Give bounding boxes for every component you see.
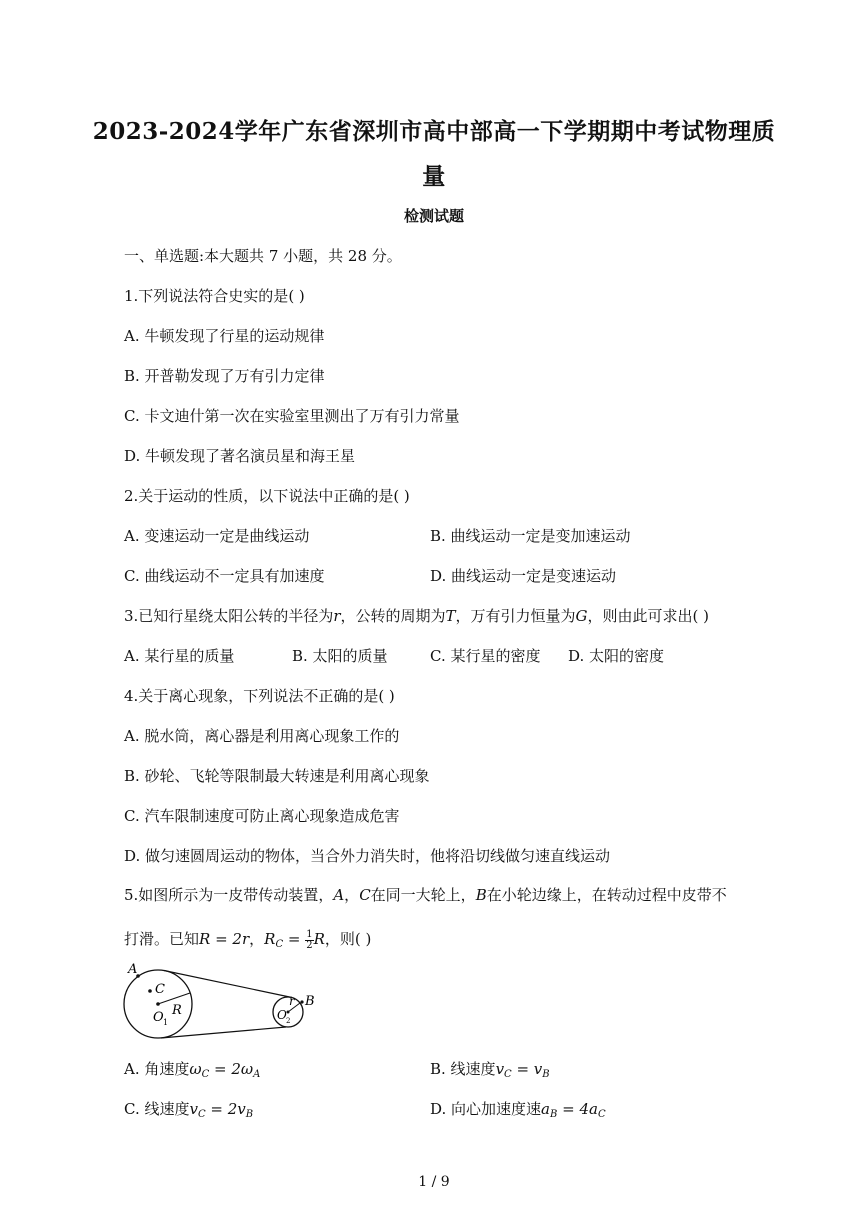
q5-c-mid: = 2v (205, 1100, 246, 1118)
belt-bottom (161, 1027, 286, 1038)
q5-comma: ， (344, 886, 360, 904)
q5-d-prefix: D. 向心加速度速 (430, 1100, 542, 1118)
q1-option-a: A. 牛顿发现了行星的运动规律 (124, 327, 325, 345)
q5-eq2-rhs: R (313, 930, 325, 948)
label-b: B (305, 994, 315, 1009)
q2-option-b: B. 曲线运动一定是变加速运动 (430, 527, 631, 545)
q5-line2-part-a: 打滑。已知 (124, 930, 200, 948)
q5-a-mid: = 2ω (209, 1060, 254, 1078)
label-small-r: r (289, 994, 295, 1008)
q5-frac-num: 1 (306, 928, 313, 940)
q5-fraction (305, 930, 313, 951)
belt-drive-figure (118, 960, 328, 1042)
q5-stem-part-b: 在同一大轮上， (370, 886, 476, 904)
q3-stem-part-c: ，万有引力恒量为 (455, 607, 576, 625)
point-b-dot (300, 1000, 303, 1003)
q5-c-sub1: C (197, 1109, 206, 1120)
q5-stem-part-c: 在小轮边缘上，在转动过程中皮带不 (486, 886, 727, 904)
q5-frac-den: 2 (306, 939, 313, 951)
q3-var-t: T (445, 607, 456, 625)
q3-stem-part-d: ，则由此可求出( ) (587, 607, 710, 625)
q5-c-var: v (189, 1100, 198, 1118)
q5-a-sub2: A (253, 1069, 261, 1080)
q3-option-a: A. 某行星的质量 (124, 647, 235, 665)
q5-var-c: C (359, 886, 371, 904)
q5-option-c (124, 1098, 253, 1120)
q5-b-sub1: C (504, 1069, 512, 1080)
q5-var-b: B (475, 886, 487, 904)
label-cap-r: R (172, 1003, 182, 1018)
point-c-dot (148, 989, 152, 993)
center-o2-dot (287, 1011, 290, 1014)
page-number: 1 / 9 (418, 1174, 450, 1190)
q3-stem-part-b: ，公转的周期为 (340, 607, 446, 625)
q2-option-d: D. 曲线运动一定是变速运动 (430, 567, 617, 585)
q5-line2-part-b: ，则( ) (324, 930, 372, 948)
q4-option-d: D. 做匀速圆周运动的物体，当合外力消失时，他将沿切线做匀速直线运动 (124, 847, 611, 865)
q5-eq2-sub: C (275, 939, 284, 950)
q3-var-r: r (333, 607, 341, 625)
q5-a-var: ω (189, 1060, 202, 1078)
q4-option-b: B. 砂轮、飞轮等限制最大转速是利用离心现象 (124, 767, 430, 785)
page-title-line2: 量 (422, 163, 446, 190)
q5-eq1: R = 2r (199, 930, 250, 948)
q1-option-b: B. 开普勒发现了万有引力定律 (124, 367, 325, 385)
q5-b-sub2: B (542, 1069, 550, 1080)
q4-option-c: C. 汽车限制速度可防止离心现象造成危害 (124, 807, 400, 825)
q5-c-prefix: C. 线速度 (124, 1100, 190, 1118)
q5-var-a: A (333, 886, 345, 904)
q1-stem: 1.下列说法符合史实的是( ) (124, 287, 305, 305)
q5-b-prefix: B. 线速度 (430, 1060, 496, 1078)
q5-eq2-mid: = (283, 930, 306, 948)
q5-c-sub2: B (245, 1109, 254, 1120)
q5-eq2-lhs: R (264, 930, 276, 948)
q5-d-sub2: C (597, 1109, 606, 1120)
page-title-line1: 2023-2024学年广东省深圳市高中部高一下学期期中考试物理质 (92, 118, 776, 145)
q2-option-c: C. 曲线运动不一定具有加速度 (124, 567, 325, 585)
q5-option-d (430, 1098, 606, 1120)
q5-b-mid: = v (511, 1060, 543, 1078)
label-c: C (155, 982, 165, 997)
q2-option-a: A. 变速运动一定是曲线运动 (124, 527, 310, 545)
q3-option-b: B. 太阳的质量 (292, 647, 388, 665)
q5-option-a (124, 1058, 260, 1080)
q1-option-c: C. 卡文迪什第一次在实验室里测出了万有引力常量 (124, 407, 460, 425)
q5-stem-line1 (124, 884, 727, 905)
q5-stem-part-a: 5.如图所示为一皮带传动装置， (124, 886, 334, 904)
q4-stem: 4.关于离心现象，下列说法不正确的是( ) (124, 687, 395, 705)
section-heading: 一、单选题:本大题共 7 小题，共 28 分。 (124, 247, 402, 265)
q5-b-var: v (495, 1060, 505, 1078)
label-o2-sub: 2 (286, 1017, 291, 1025)
q2-stem: 2.关于运动的性质，以下说法中正确的是( ) (124, 487, 410, 505)
q3-stem-part-a: 3.已知行星绕太阳公转的半径为 (124, 607, 334, 625)
label-o1: O (153, 1010, 164, 1025)
label-a: A (128, 962, 138, 977)
q1-option-d: D. 牛顿发现了著名演员星和海王星 (124, 447, 356, 465)
belt-top (164, 971, 292, 998)
label-o1-sub: 1 (163, 1018, 169, 1027)
q5-d-sub1: B (549, 1109, 558, 1120)
q5-a-prefix: A. 角速度 (124, 1060, 190, 1078)
q3-var-g: G (575, 607, 588, 625)
q5-d-mid: = 4a (557, 1100, 598, 1118)
q3-option-d: D. 太阳的密度 (568, 647, 665, 665)
q5-d-var: a (541, 1100, 550, 1118)
page-subtitle: 检测试题 (403, 207, 464, 225)
center-o1-dot (156, 1002, 160, 1006)
q3-option-c: C. 某行星的密度 (430, 647, 541, 665)
q3-stem (124, 605, 709, 626)
q5-option-b (430, 1058, 550, 1080)
q4-option-a: A. 脱水筒，离心器是利用离心现象工作的 (124, 727, 400, 745)
q5-a-sub1: C (201, 1069, 210, 1080)
q5-sep: ， (249, 930, 265, 948)
q5-stem-line2 (124, 928, 371, 951)
label-o2: O (277, 1008, 287, 1022)
